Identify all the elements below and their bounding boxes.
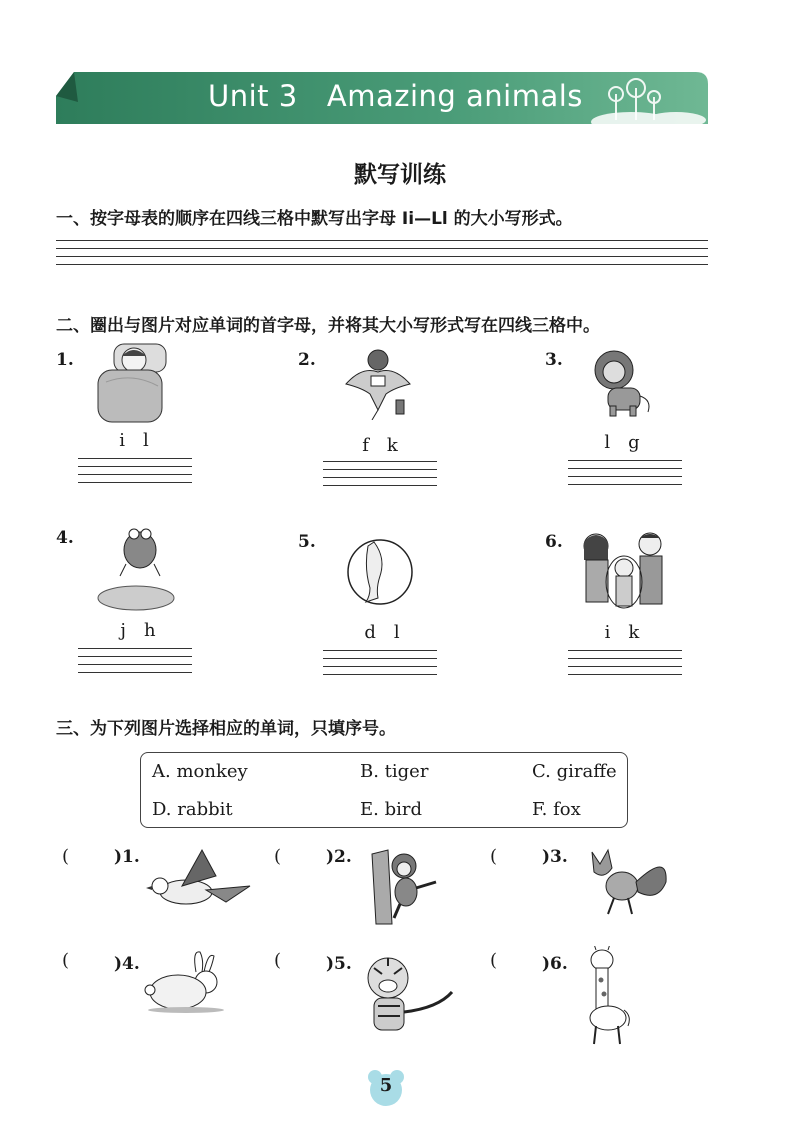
- letter-choice[interactable]: i: [119, 430, 125, 451]
- writing-lines[interactable]: [568, 650, 682, 682]
- word-option: A. monkey: [152, 761, 248, 782]
- section2-heading: 二、圈出与图片对应单词的首字母，并将其大小写形式写在四线三格中。: [56, 316, 600, 336]
- letter-choice[interactable]: i: [604, 622, 611, 643]
- word-option: F. fox: [532, 799, 581, 820]
- question-number: )6.: [542, 954, 568, 974]
- item-number: 2.: [298, 350, 316, 370]
- item-number: 6.: [545, 532, 563, 552]
- item-number: 1.: [56, 350, 74, 370]
- section1-heading: 一、按字母表的顺序在四线三格中默写出字母 Ii—Ll 的大小写形式。: [56, 209, 573, 229]
- answer-blank[interactable]: (: [274, 950, 282, 971]
- question-number: )1.: [114, 847, 140, 867]
- answer-blank[interactable]: (: [62, 950, 70, 971]
- letter-choices: [78, 620, 198, 641]
- question-number: )3.: [542, 847, 568, 867]
- letter-choice[interactable]: g: [628, 432, 640, 453]
- letter-choices: [74, 430, 194, 451]
- letter-choice[interactable]: k: [628, 622, 640, 643]
- letter-choices: [320, 435, 440, 456]
- letter-choice[interactable]: h: [144, 620, 156, 641]
- writing-lines[interactable]: [78, 458, 192, 490]
- page-number: 5: [379, 1075, 393, 1096]
- word-option: C. giraffe: [532, 761, 617, 782]
- family-icon: [576, 530, 670, 612]
- answer-blank[interactable]: (: [62, 846, 70, 867]
- writing-lines[interactable]: [78, 648, 192, 680]
- question-number: )5.: [326, 954, 352, 974]
- page-title: 默写训练: [354, 162, 446, 188]
- letter-choice[interactable]: l: [143, 430, 149, 451]
- ill-person-icon: [92, 342, 172, 424]
- letter-choice[interactable]: k: [386, 435, 398, 456]
- writing-lines[interactable]: [323, 650, 437, 682]
- item-number: 4.: [56, 528, 74, 548]
- giraffe-icon: [580, 946, 636, 1046]
- section3-heading: 三、为下列图片选择相应的单词，只填序号。: [56, 719, 396, 739]
- letter-choice[interactable]: d: [364, 622, 376, 643]
- kite-icon: [342, 348, 414, 420]
- item-number: 3.: [545, 350, 563, 370]
- bird-icon: [146, 846, 252, 916]
- answer-blank[interactable]: (: [274, 846, 282, 867]
- word-option: B. tiger: [360, 761, 429, 782]
- leg-icon: [346, 532, 414, 612]
- answer-blank[interactable]: (: [490, 950, 498, 971]
- writing-lines-section1: [56, 240, 708, 272]
- writing-lines[interactable]: [568, 460, 682, 492]
- question-number: )4.: [114, 954, 140, 974]
- monkey-icon: [366, 844, 444, 926]
- answer-blank[interactable]: (: [490, 846, 498, 867]
- rabbit-icon: [142, 950, 228, 1014]
- question-number: )2.: [326, 847, 352, 867]
- lion-icon: [590, 350, 654, 418]
- letter-choices: [562, 622, 682, 643]
- word-option: E. bird: [360, 799, 422, 820]
- tiger-icon: [358, 954, 454, 1040]
- letter-choices: [562, 432, 682, 453]
- item-number: 5.: [298, 532, 316, 552]
- banner-title: Unit 3 Amazing animals: [208, 79, 583, 113]
- letter-choices: [322, 622, 442, 643]
- letter-choice[interactable]: f: [362, 435, 369, 456]
- frog-jump-icon: [96, 526, 176, 612]
- letter-choice[interactable]: j: [120, 620, 126, 641]
- writing-lines[interactable]: [323, 461, 437, 493]
- fox-icon: [578, 842, 670, 918]
- letter-choice[interactable]: l: [393, 622, 400, 643]
- word-option: D. rabbit: [152, 799, 233, 820]
- letter-choice[interactable]: l: [604, 432, 611, 453]
